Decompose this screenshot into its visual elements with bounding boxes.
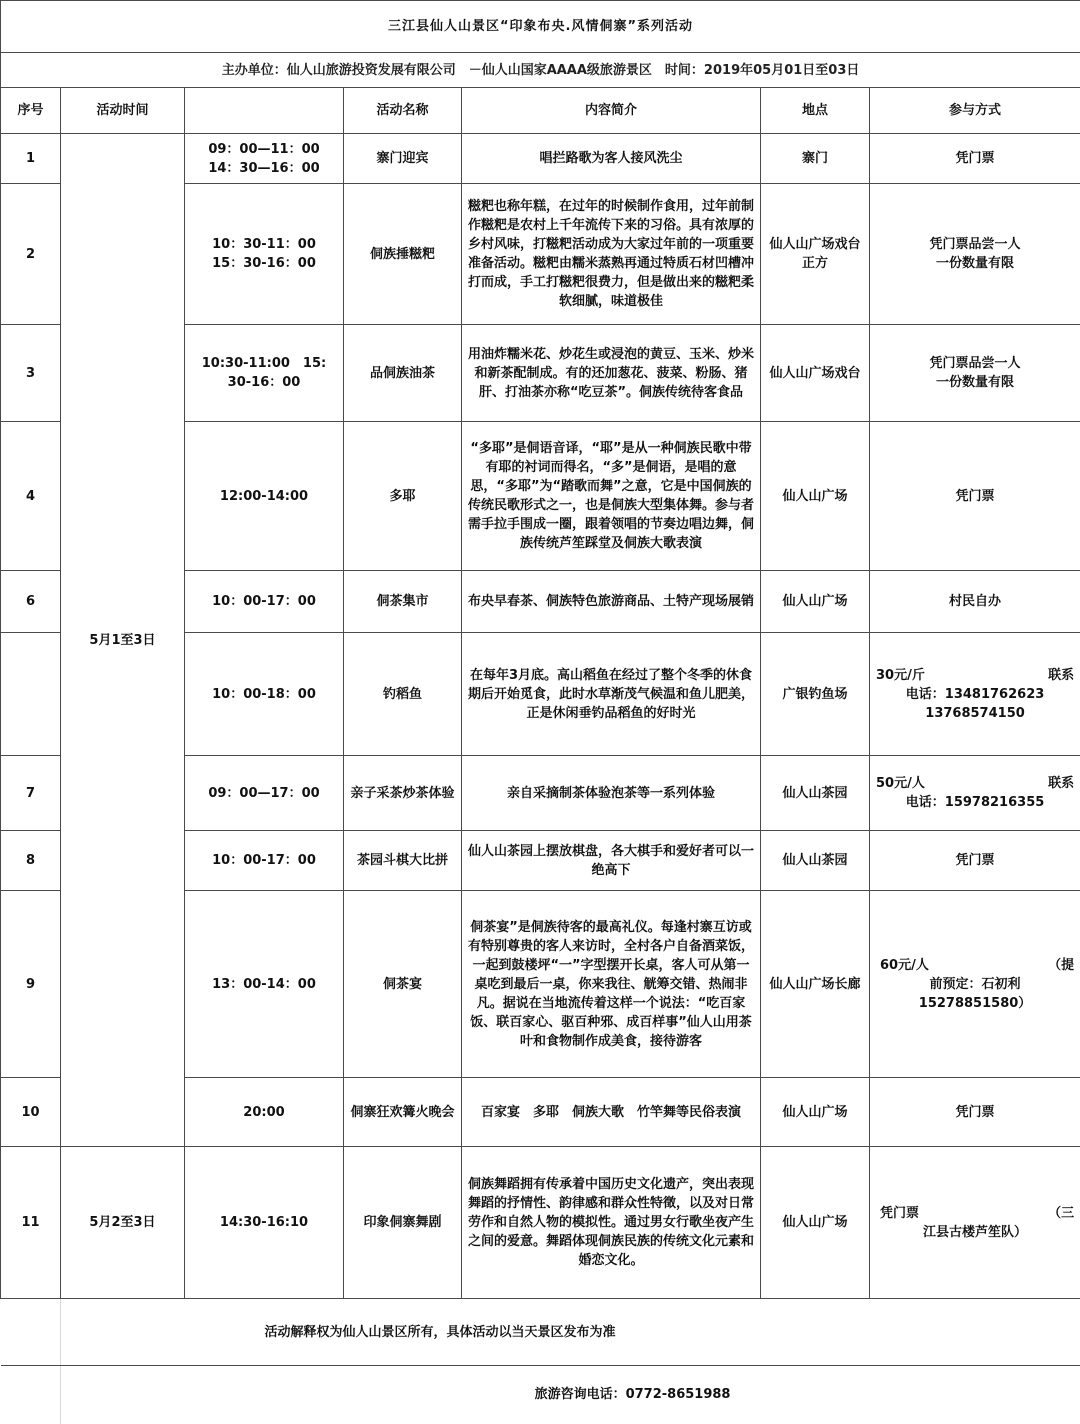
row-no: 10 xyxy=(1,1078,61,1147)
header-participation: 参与方式 xyxy=(870,88,1080,134)
row-time: 10：30-11：00 15：30-16：00 xyxy=(185,184,344,325)
row-participation: 凭门票 xyxy=(870,134,1080,184)
row-no: 8 xyxy=(1,831,61,891)
table-row xyxy=(1,1147,1080,1299)
footer-note: 活动解释权为仙人山景区所有，具体活动以当天景区发布为准 xyxy=(185,1299,1080,1366)
row-place: 仙人山广场 xyxy=(761,1078,870,1147)
row-time: 10:30-11:00 15: 30-16：00 xyxy=(185,325,344,422)
row-place: 仙人山茶园 xyxy=(761,756,870,831)
row-time: 09：00—17：00 xyxy=(185,756,344,831)
row-content: 在每年3月底。高山稻鱼在经过了整个冬季的休食期后开始觅食，此时水草渐茂气候温和鱼儿肥美，正是休闲垂钓品稻鱼的好时光 xyxy=(462,633,761,756)
header-no: 序号 xyxy=(1,88,61,134)
row-participation: 30元/斤 联系 电话：13481762623 13768574150 xyxy=(870,633,1080,756)
row-participation: 凭门票 xyxy=(870,1078,1080,1147)
row-no: 3 xyxy=(1,325,61,422)
row-participation: 凭门票品尝一人一份数量有限 xyxy=(870,184,1080,325)
row-no: 4 xyxy=(1,422,61,571)
page-title: 三江县仙人山景区“印象布央.风情侗寨”系列活动 xyxy=(1,1,1080,53)
row-content: 百家宴 多耶 侗族大歌 竹竿舞等民俗表演 xyxy=(462,1078,761,1147)
row-name: 印象侗寨舞剧 xyxy=(344,1147,462,1299)
row-no: 2 xyxy=(1,184,61,325)
row-content: 唱拦路歌为客人接风洗尘 xyxy=(462,134,761,184)
period-cell: 5月1至3日 xyxy=(61,134,185,1147)
header-content: 内容简介 xyxy=(462,88,761,134)
row-no: 1 xyxy=(1,134,61,184)
row-name: 亲子采茶炒茶体验 xyxy=(344,756,462,831)
row-time: 10：00-17：00 xyxy=(185,571,344,633)
header-time xyxy=(185,88,344,134)
table-row xyxy=(1,134,1080,184)
row-time: 14:30-16:10 xyxy=(185,1147,344,1299)
row-name: 多耶 xyxy=(344,422,462,571)
row-name: 寨门迎宾 xyxy=(344,134,462,184)
header-place: 地点 xyxy=(761,88,870,134)
row-time: 13：00-14：00 xyxy=(185,891,344,1078)
row-name: 侗茶集市 xyxy=(344,571,462,633)
footer-tel-row xyxy=(1,1366,1080,1424)
header-period: 活动时间 xyxy=(61,88,185,134)
row-time: 10：00-17：00 xyxy=(185,831,344,891)
row-participation: 凭门票 （三 江县古楼芦笙队） xyxy=(870,1147,1080,1299)
row-place: 寨门 xyxy=(761,134,870,184)
row-name: 侗茶宴 xyxy=(344,891,462,1078)
row-name: 茶园斗棋大比拼 xyxy=(344,831,462,891)
row-place: 广银钓鱼场 xyxy=(761,633,870,756)
row-no: 7 xyxy=(1,756,61,831)
footer-tel: 旅游咨询电话：0772-8651988 xyxy=(185,1366,1080,1424)
row-content: 糍粑也称年糕，在过年的时候制作食用，过年前制作糍粑是农村上千年流传下来的习俗。具有浓厚的乡村风味，打糍粑活动成为大家过年前的一项重要准备活动。糍粑由糯米蒸熟再通过特质石材凹槽冲打而成，手工打糍粑很费力，但是做出来的糍粑柔软细腻，味道极佳 xyxy=(462,184,761,325)
row-place: 仙人山广场 xyxy=(761,571,870,633)
row-place: 仙人山广场长廊 xyxy=(761,891,870,1078)
row-participation: 60元/人 （提 前预定：石初利 15278851580） xyxy=(870,891,1080,1078)
row-no xyxy=(1,633,61,756)
row-participation: 凭门票 xyxy=(870,831,1080,891)
row-content: “多耶”是侗语音译，“耶”是从一种侗族民歌中带有耶的衬词而得名，“多”是侗语，是唱的意思，“多耶”为“踏歌而舞”之意，它是中国侗族的传统民歌形式之一，也是侗族大型集体舞。参与者需手拉手围成一圈，跟着领唱的节奏边唱边舞，侗族传统芦笙踩堂及侗族大歌表演 xyxy=(462,422,761,571)
row-no: 11 xyxy=(1,1147,61,1299)
row-content: 布央早春茶、侗族特色旅游商品、土特产现场展销 xyxy=(462,571,761,633)
row-place: 仙人山茶园 xyxy=(761,831,870,891)
row-time: 10：00-18：00 xyxy=(185,633,344,756)
row-no: 6 xyxy=(1,571,61,633)
row-content: 侗茶宴”是侗族待客的最高礼仪。每逢村寨互访或有特别尊贵的客人来访时，全村各户自备酒菜饭，一起到鼓楼坪“一”字型摆开长桌，客人可从第一桌吃到最后一桌，你来我往、觥筹交错、热闹非凡。据说在当地流传着这样一个说法：“吃百家饭、联百家心、驱百种邪、成百样事”仙人山用茶叶和食物制作成美食，接待游客 xyxy=(462,891,761,1078)
header-row xyxy=(1,88,1080,134)
row-content: 仙人山茶园上摆放棋盘，各大棋手和爱好者可以一绝高下 xyxy=(462,831,761,891)
row-participation: 凭门票 xyxy=(870,422,1080,571)
row-content: 用油炸糯米花、炒花生或浸泡的黄豆、玉米、炒米和新茶配制成。有的还加葱花、菠菜、粉肠、猪肝、打油茶亦称“吃豆茶”。侗族传统待客食品 xyxy=(462,325,761,422)
row-participation: 凭门票品尝一人一份数量有限 xyxy=(870,325,1080,422)
header-name: 活动名称 xyxy=(344,88,462,134)
row-content: 亲自采摘制茶体验泡茶等一系列体验 xyxy=(462,756,761,831)
period-cell-last: 5月2至3日 xyxy=(61,1147,185,1299)
row-participation: 50元/人 联系 电话：15978216355 xyxy=(870,756,1080,831)
row-name: 钓稻鱼 xyxy=(344,633,462,756)
row-participation: 村民自办 xyxy=(870,571,1080,633)
row-name: 品侗族油茶 xyxy=(344,325,462,422)
row-place: 仙人山广场戏台 xyxy=(761,325,870,422)
row-place: 仙人山广场 xyxy=(761,422,870,571)
row-time: 12:00-14:00 xyxy=(185,422,344,571)
footer-note-row xyxy=(1,1299,1080,1366)
row-content: 侗族舞蹈拥有传承着中国历史文化遗产，突出表现舞蹈的抒情性、韵律感和群众性特徵，以及对日常劳作和自然人物的模拟性。通过男女行歌坐夜产生之间的爱意。舞蹈体现侗族民族的传统文化元素和婚恋文化。 xyxy=(462,1147,761,1299)
row-place: 仙人山广场 xyxy=(761,1147,870,1299)
row-no: 9 xyxy=(1,891,61,1078)
row-time: 09：00—11：00 14：30—16：00 xyxy=(185,134,344,184)
row-name: 侗寨狂欢篝火晚会 xyxy=(344,1078,462,1147)
row-place: 仙人山广场戏台正方 xyxy=(761,184,870,325)
row-time: 20:00 xyxy=(185,1078,344,1147)
organizer-line: 主办单位：仙人山旅游投资发展有限公司 －仙人山国家AAAA级旅游景区 时间：2019年05月01日至03日 xyxy=(1,53,1080,88)
row-name: 侗族捶糍粑 xyxy=(344,184,462,325)
